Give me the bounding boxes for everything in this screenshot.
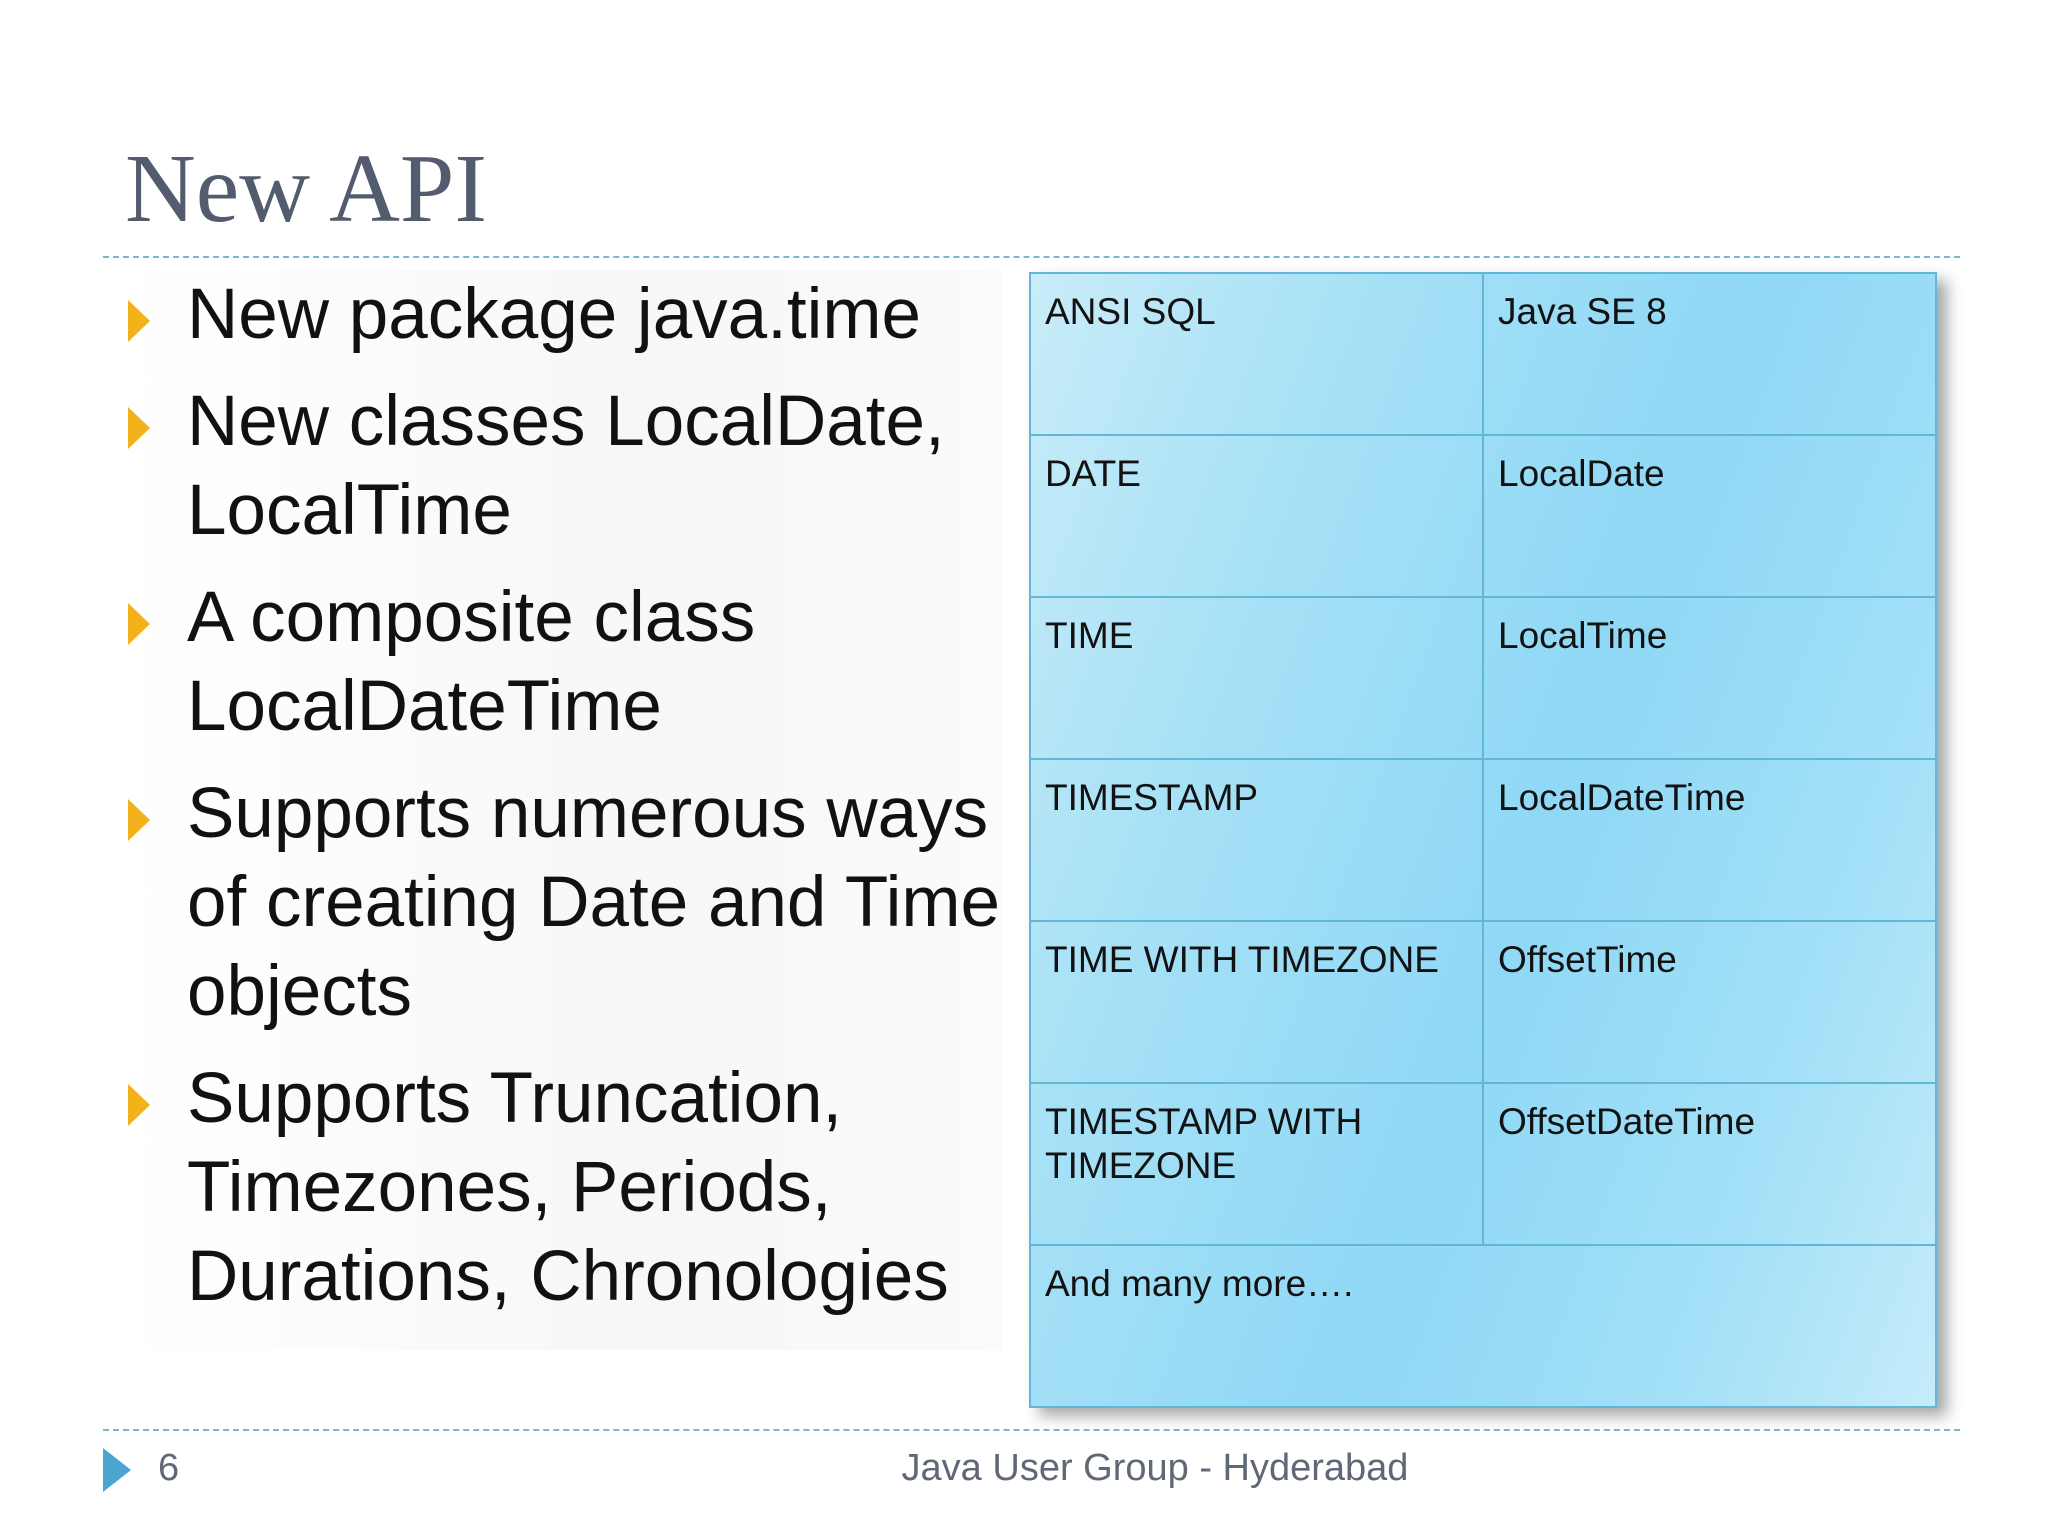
sql-java-mapping-table — [1029, 272, 1937, 1408]
slide-title: New API — [125, 135, 488, 243]
bullet-arrow-icon — [128, 603, 150, 645]
sql-type-cell: TIMESTAMP WITH TIMEZONE — [1030, 1083, 1483, 1245]
java-type-cell: OffsetTime — [1483, 921, 1936, 1083]
sql-type-cell: TIME WITH TIMEZONE — [1030, 921, 1483, 1083]
java-type-cell: LocalDateTime — [1483, 759, 1936, 921]
bullet-item — [122, 769, 1002, 1036]
table-row — [1030, 759, 1936, 921]
table-row — [1030, 435, 1936, 597]
bullet-text: New classes LocalDate, LocalTime — [187, 382, 945, 550]
bullet-text: New package java.time — [187, 275, 922, 354]
sql-type-cell: DATE — [1030, 435, 1483, 597]
bullet-text: Supports Truncation, Timezones, Periods, Durations, Chronologies — [187, 1059, 949, 1316]
table-footer-row — [1030, 1245, 1936, 1407]
table-row — [1030, 921, 1936, 1083]
footer-text: Java User Group - Hyderabad — [901, 1447, 1409, 1489]
bullet-text: A composite class LocalDateTime — [187, 578, 756, 746]
header-ansi-sql: ANSI SQL — [1030, 273, 1483, 435]
bullet-arrow-icon — [128, 300, 150, 342]
bullet-item — [122, 1054, 1002, 1321]
table-footer-cell: And many more…. — [1030, 1245, 1936, 1407]
table-row — [1030, 597, 1936, 759]
page-number: 6 — [158, 1447, 180, 1489]
bullet-arrow-icon — [128, 407, 150, 449]
bullet-list — [122, 270, 1002, 1350]
bullet-arrow-icon — [128, 1084, 150, 1126]
bullet-text: Supports numerous ways of creating Date and Time objects — [187, 774, 1000, 1031]
title-divider — [103, 256, 1960, 258]
sql-type-cell: TIMESTAMP — [1030, 759, 1483, 921]
footer-divider — [103, 1429, 1960, 1431]
sql-type-cell: TIME — [1030, 597, 1483, 759]
bullet-arrow-icon — [128, 799, 150, 841]
table-row — [1030, 1083, 1936, 1245]
java-type-cell: LocalTime — [1483, 597, 1936, 759]
table-header-row — [1030, 273, 1936, 435]
java-type-cell: OffsetDateTime — [1483, 1083, 1936, 1245]
bullet-item — [122, 377, 1002, 555]
header-java-se8: Java SE 8 — [1483, 273, 1936, 435]
bullet-item — [122, 270, 1002, 359]
java-type-cell: LocalDate — [1483, 435, 1936, 597]
bullet-item — [122, 573, 1002, 751]
